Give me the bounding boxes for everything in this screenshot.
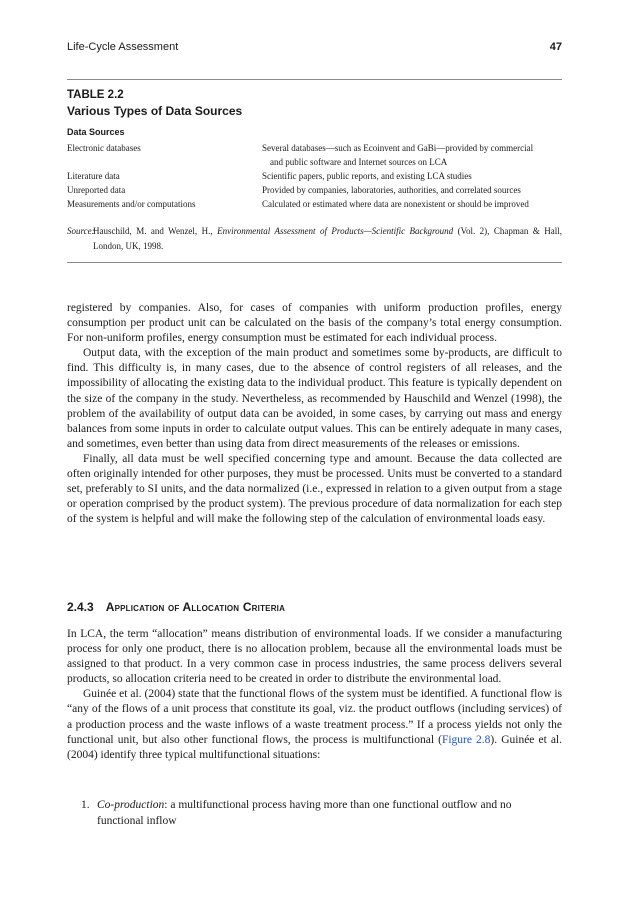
table-cell-source: Measurements and/or computations — [67, 199, 196, 209]
paragraph-text: Guinée et al. (2004) state that the functional flows of the system must be identified. A functional flow is “any of the flows of a unit process that constitute its goal, viz. the product outflows (including services) of a production process and the waste inflows of a waste treatment process.” If a process yields not only the functional unit, but also other functional flows, the process is multifunctional ( — [67, 688, 562, 746]
running-title: Life-Cycle Assessment — [67, 41, 179, 53]
table-row — [67, 197, 562, 211]
section-title: Application of Allocation Criteria — [105, 600, 286, 614]
table-cell-source: Electronic databases — [67, 143, 141, 153]
source-label: Source: — [67, 226, 95, 236]
table-cell-desc: Several databases—such as Ecoinvent and GaBi—provided by commercial — [262, 143, 534, 153]
table-cell-source: Literature data — [67, 171, 120, 181]
table-row — [67, 183, 562, 197]
body-text — [67, 301, 562, 527]
list-item-text: : a multifunctional process having more than one functional outflow and no functional inflow — [97, 799, 512, 827]
running-header — [67, 41, 562, 57]
paragraph-text: ). Guinée et al. (2004) identify three typical multifunctional situations: — [67, 733, 563, 761]
table-row — [67, 141, 562, 169]
section-heading — [67, 600, 562, 614]
source-book-title: Environmental Assessment of Products—Scientific Background — [217, 226, 454, 236]
paragraph: registered by companies. Also, for cases of companies with uniform production profiles, energy consumption per product unit can be calculated on the basis of the company’s total energy consumption. For non-uniform profiles, energy consumption must be estimated for each individual process. — [67, 302, 562, 345]
source-publisher: (Vol. 2), Chapman & Hall, London, UK, 1998. — [93, 226, 562, 251]
list-item-term: Co-production — [97, 799, 165, 811]
figure-link[interactable]: Figure 2.8 — [441, 733, 491, 746]
table-2-2 — [67, 88, 562, 211]
list-item-number: 1. — [81, 799, 90, 811]
source-authors: Hauschild, M. and Wenzel, H., — [93, 226, 218, 236]
paragraph: Finally, all data must be well specified concerning type and amount. Because the data collected are often originally intended for other purposes, they must be processed. Units must be converted to a standard set, preferably to SI units, and the data normalized (i.e., expressed in relation to a given output from a stage or operation comprised by the product system). The previous procedure of data normalization for each step of the system is helpful and will make the following step of the calculation of environmental loads easy. — [67, 452, 562, 526]
table-top-rule — [67, 79, 562, 80]
table-number: TABLE 2.2 — [67, 89, 124, 101]
list-item — [81, 797, 551, 829]
paragraph: Output data, with the exception of the main product and sometimes some by-products, are difficult to find. This difficulty is, in many cases, due to the absence of control registers of all releases, and the impossibility of allocating the existing data to the individual product. This feature is typically dependent on the size of the company in the study. Nevertheless, as recommended by Hauschild and Wenzel (1998), the problem of the availability of output data can be avoided, in some cases, by carrying out mass and energy balances from some inputs in order to calculate output values. This can be entirely adequate in many cases, and sometimes, even better than using data from direct measurements of the releases or emissions. — [67, 347, 562, 450]
numbered-list — [81, 797, 551, 829]
paragraph — [67, 687, 562, 762]
page-number: 47 — [549, 41, 562, 53]
table-cell-desc-continued: and public software and Internet sources on LCA — [270, 157, 448, 167]
section-body-text — [67, 627, 562, 763]
table-bottom-rule — [67, 262, 562, 263]
table-cell-desc: Calculated or estimated where data are nonexistent or should be improved — [262, 199, 529, 209]
table-title: Various Types of Data Sources — [67, 104, 243, 118]
table-source-note — [67, 224, 562, 254]
table-cell-desc: Provided by companies, laboratories, authorities, and correlated sources — [262, 185, 521, 195]
section-number: 2.4.3 — [67, 600, 94, 614]
table-column-header: Data Sources — [67, 127, 125, 137]
table-cell-desc: Scientific papers, public reports, and existing LCA studies — [262, 171, 472, 181]
table-cell-source: Unreported data — [67, 185, 126, 195]
paragraph: In LCA, the term “allocation” means distribution of environmental loads. If we consider a manufacturing process for only one product, there is no allocation problem, because all the environmental loads must be assigned to that product. In a very common case in process industries, the same process delivers several products, so allocation criteria need to be created in order to distribute the environmental load. — [67, 628, 562, 686]
table-row — [67, 169, 562, 183]
